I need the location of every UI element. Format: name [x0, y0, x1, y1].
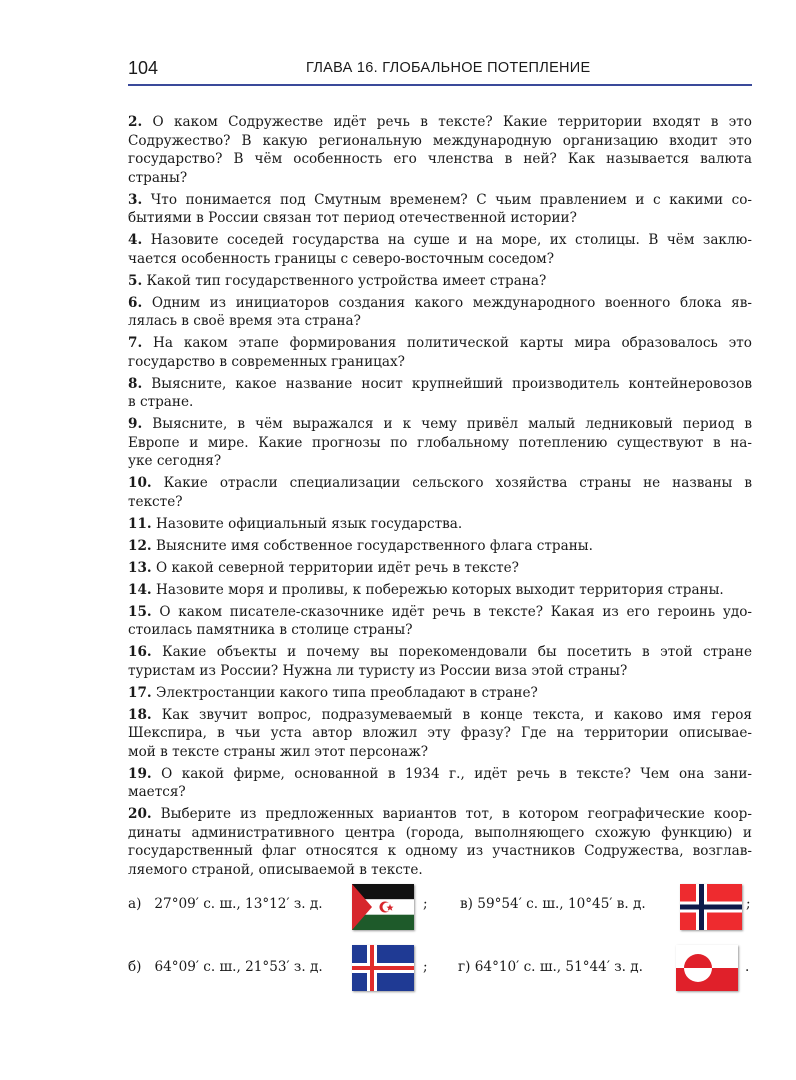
question-text: Какой тип государственного устройства имеет страна?	[146, 272, 547, 289]
question-line	[128, 559, 752, 578]
option-b	[128, 959, 323, 975]
question-item	[128, 706, 752, 762]
question-text: динаты административного центра (города, выполняющего схожую функцию) и	[128, 824, 752, 841]
question-text: бытиями в России связан тот период отечественной истории?	[128, 210, 577, 226]
question-number: 6.	[128, 294, 143, 311]
flag-greenland-icon	[676, 945, 738, 991]
question-number: 11.	[128, 515, 152, 532]
question-number: 5.	[128, 272, 143, 289]
question-number: 13.	[128, 559, 152, 576]
question-text: лялась в своё время эта страна?	[128, 313, 361, 329]
question-text: О каком писателе-сказочнике идёт речь в тексте? Какая из его героинь удо-	[159, 603, 752, 620]
question-line	[128, 861, 752, 880]
question-text: ляемого страной, описываемой в тексте.	[128, 861, 423, 878]
question-text: Выясните, в чём выражался и к чему привёл малый ледниковый период в	[152, 416, 752, 432]
question-line	[128, 724, 752, 743]
question-text: Выясните имя собственное государственного флага страны.	[155, 537, 593, 554]
question-line	[128, 294, 752, 313]
question-text: На каком этапе формирования политической карты мира образовалось это	[153, 335, 752, 351]
flag-western-sahara-icon	[352, 884, 414, 930]
question-line	[128, 169, 752, 188]
question-text: Какие отрасли специализации сельского хозяйства страны не названы в	[163, 475, 752, 491]
question-line	[128, 231, 752, 250]
question-text: государственный флаг относятся к одному из участников Содружества, возглав-	[128, 843, 752, 859]
option-coords: 64°09′ с. ш., 21°53′ з. д.	[154, 959, 323, 975]
question-line	[128, 743, 752, 762]
question-line	[128, 312, 752, 331]
question-text: Какие объекты и почему вы порекомендовали бы посетить в этой стране	[162, 644, 752, 660]
question-line	[128, 805, 752, 824]
question-line	[128, 515, 752, 534]
questions-list	[128, 113, 752, 883]
question-text: Что понимается под Смутным временем? С чьим правлением и с какими со-	[150, 191, 752, 208]
question-line	[128, 150, 752, 169]
question-item	[128, 537, 752, 556]
question-text: государство в современных границах?	[128, 353, 405, 370]
option-punct: .	[745, 959, 750, 975]
question-line	[128, 706, 752, 725]
question-item	[128, 375, 752, 412]
question-text: государство? В чём особенность его членства в ней? Как называется валюта	[128, 151, 752, 167]
question-item	[128, 272, 752, 291]
question-item	[128, 515, 752, 534]
question-text: Назовите официальный язык государства.	[155, 515, 463, 532]
question-item	[128, 684, 752, 703]
question-item	[128, 805, 752, 879]
question-text: Выясните, какое название носит крупнейший производитель контейнеровозов	[151, 375, 752, 392]
question-line	[128, 474, 752, 493]
option-coords: 64°10′ с. ш., 51°44′ з. д.	[474, 959, 643, 975]
question-text: Одним из инициаторов создания какого международного военного блока яв-	[151, 294, 752, 311]
option-a	[128, 896, 323, 912]
option-punct: ;	[423, 959, 428, 975]
option-label: г)	[458, 959, 471, 975]
option-coords: 59°54′ с. ш., 10°45′ в. д.	[477, 896, 646, 912]
question-item	[128, 474, 752, 511]
question-item	[128, 113, 752, 187]
question-number: 14.	[128, 581, 152, 598]
option-g	[458, 959, 643, 975]
question-text: Содружество? В какую региональную международную организацию входит это	[128, 132, 752, 149]
question-text: Выберите из предложенных вариантов тот, в котором географические коор-	[160, 806, 752, 822]
question-line	[128, 272, 752, 291]
question-line	[128, 375, 752, 394]
question-line	[128, 191, 752, 210]
option-punct: ;	[746, 896, 751, 912]
question-number: 7.	[128, 335, 143, 351]
question-number: 3.	[128, 191, 143, 208]
question-item	[128, 581, 752, 600]
question-item	[128, 294, 752, 331]
question-line	[128, 824, 752, 843]
question-item	[128, 191, 752, 228]
question-line	[128, 393, 752, 412]
question-number: 18.	[128, 706, 152, 723]
question-line	[128, 493, 752, 512]
question-line	[128, 209, 752, 228]
question-number: 16.	[128, 644, 152, 660]
question-line	[128, 603, 752, 622]
question-text: Назовите моря и проливы, к побережью которых выходит территория страны.	[155, 581, 724, 598]
question-line	[128, 662, 752, 681]
question-text: стоилась памятника в столице страны?	[128, 622, 413, 638]
question-number: 15.	[128, 603, 152, 620]
question-item	[128, 603, 752, 640]
question-text: Европе и мире. Какие прогнозы по глобальному потеплению существуют в на-	[128, 434, 752, 451]
question-line	[128, 537, 752, 556]
question-text: страны?	[128, 169, 188, 186]
question-line	[128, 643, 752, 662]
option-v	[460, 896, 646, 912]
question-item	[128, 415, 752, 471]
question-number: 4.	[128, 232, 143, 248]
option-punct: ;	[423, 896, 428, 912]
question-text: Назовите соседей государства на суше и на море, их столицы. В чём заклю-	[150, 232, 752, 248]
question-line	[128, 113, 752, 132]
question-item	[128, 765, 752, 802]
question-line	[128, 765, 752, 784]
question-text: Шекспира, в чьи уста автор вложил эту фразу? Где на территории описывае-	[128, 725, 752, 741]
question-line	[128, 353, 752, 372]
flag-norway-icon	[680, 884, 742, 930]
question-text: мается?	[128, 784, 186, 800]
question-line	[128, 434, 752, 453]
question-number: 12.	[128, 537, 152, 554]
question-text: О какой северной территории идёт речь в тексте?	[155, 559, 519, 576]
page-number: 104	[128, 58, 159, 78]
question-text: Электростанции какого типа преобладают в стране?	[155, 684, 538, 701]
question-text: тексте?	[128, 493, 183, 510]
question-line	[128, 415, 752, 434]
question-text: О каком Содружестве идёт речь в тексте? Какие территории входят в это	[152, 114, 752, 130]
question-item	[128, 231, 752, 268]
question-number: 2.	[128, 114, 143, 130]
question-text: Как звучит вопрос, подразумеваемый в конце текста, и каково имя героя	[161, 706, 752, 723]
chapter-title: ГЛАВА 16. ГЛОБАЛЬНОЕ ПОТЕПЛЕНИЕ	[306, 60, 591, 76]
option-label: а)	[128, 896, 142, 912]
question-line	[128, 581, 752, 600]
option-coords: 27°09′ с. ш., 13°12′ з. д.	[154, 896, 323, 912]
flag-iceland-icon	[352, 945, 414, 991]
question-line	[128, 621, 752, 640]
header-divider	[128, 84, 752, 86]
option-label: в)	[460, 896, 473, 912]
question-number: 9.	[128, 416, 143, 432]
question-line	[128, 452, 752, 471]
question-text: уке сегодня?	[128, 453, 222, 469]
question-item	[128, 559, 752, 578]
question-number: 19.	[128, 765, 152, 782]
question-text: чается особенность границы с северо-восточным соседом?	[128, 250, 555, 267]
question-number: 8.	[128, 375, 143, 392]
option-label: б)	[128, 959, 142, 975]
question-line	[128, 783, 752, 802]
question-text: мой в тексте страны жил этот персонаж?	[128, 743, 429, 760]
question-item	[128, 334, 752, 371]
question-number: 17.	[128, 684, 152, 701]
question-text: туристам из России? Нужна ли туристу из России виза этой страны?	[128, 662, 628, 679]
question-item	[128, 643, 752, 680]
question-line	[128, 132, 752, 151]
question-text: в стране.	[128, 394, 194, 410]
question-line	[128, 334, 752, 353]
question-number: 10.	[128, 475, 152, 491]
question-text: О какой фирме, основанной в 1934 г., идёт речь в тексте? Чем она зани-	[161, 765, 752, 782]
question-number: 20.	[128, 806, 152, 822]
question-line	[128, 684, 752, 703]
question-line	[128, 250, 752, 269]
question-line	[128, 842, 752, 861]
